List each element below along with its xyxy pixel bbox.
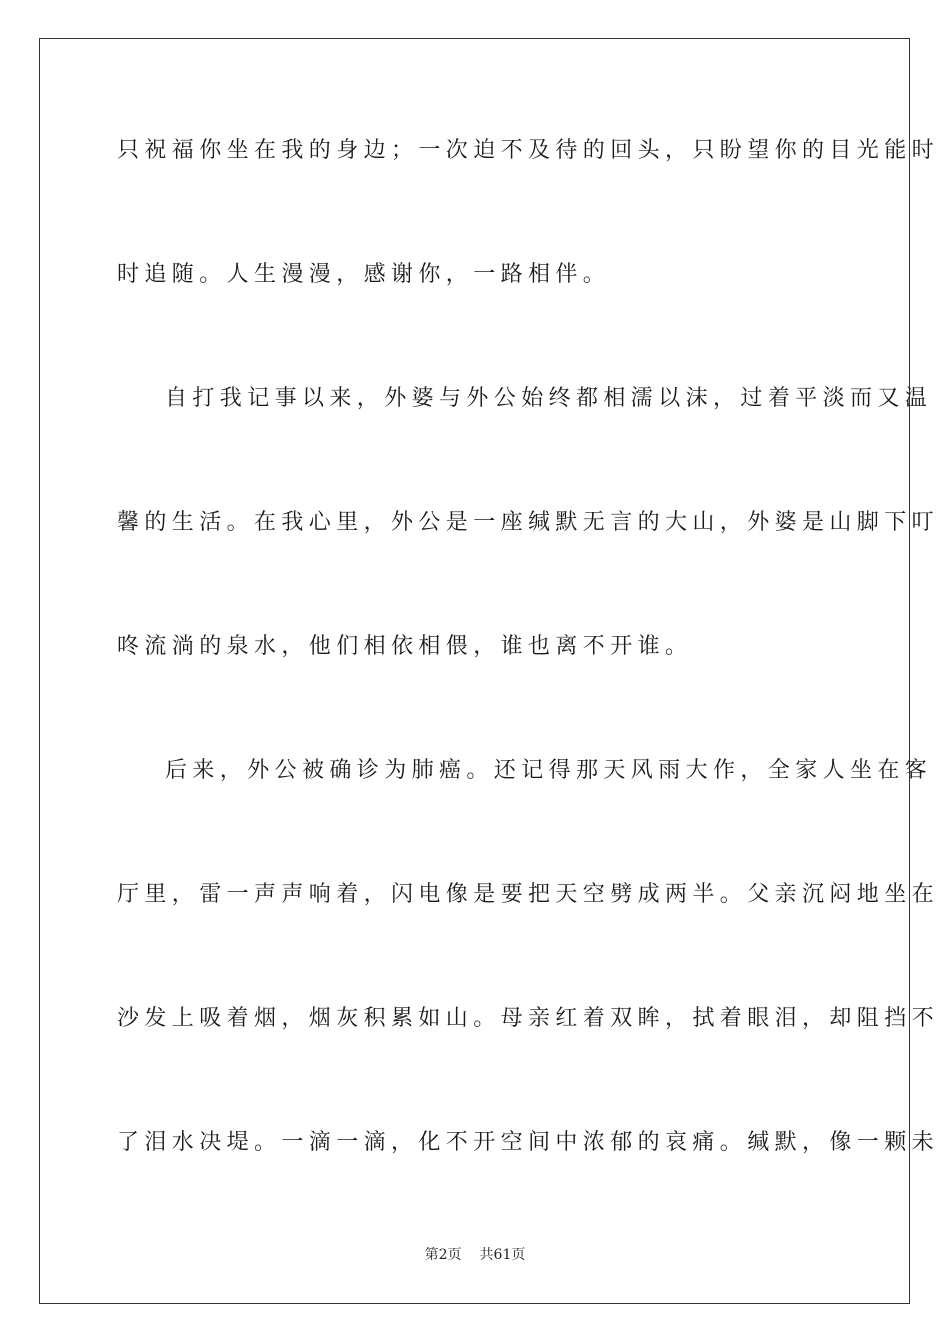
- paragraph-start-line: 自打我记事以来，外婆与外公始终都相濡以沫，过着平淡而又温: [165, 386, 933, 411]
- body-text-line: 了泪水决堤。一滴一滴，化不开空间中浓郁的哀痛。缄默，像一颗未: [117, 1130, 940, 1155]
- page-number: 第2页: [424, 1247, 462, 1263]
- paragraph-start-line: 后来，外公被确诊为肺癌。还记得那天风雨大作，全家人坐在客: [165, 758, 933, 783]
- page-frame: [39, 38, 940, 1304]
- body-text-line: 沙发上吸着烟，烟灰积累如山。母亲红着双眸，拭着眼泪，却阻挡不: [117, 1006, 940, 1031]
- body-text-line: 馨的生活。在我心里，外公是一座缄默无言的大山，外婆是山脚下叮: [117, 510, 940, 535]
- body-text-line: 咚流淌的泉水，他们相依相偎，谁也离不开谁。: [117, 634, 693, 659]
- body-text-line: 厅里，雷一声声响着，闪电像是要把天空劈成两半。父亲沉闷地坐在: [117, 882, 940, 907]
- page-footer: [0, 1246, 950, 1264]
- page-total: 共61页: [479, 1247, 526, 1263]
- body-text-line: 只祝福你坐在我的身边；一次迫不及待的回头，只盼望你的目光能时: [117, 138, 940, 163]
- body-text-line: 时追随。人生漫漫，感谢你，一路相伴。: [117, 262, 611, 287]
